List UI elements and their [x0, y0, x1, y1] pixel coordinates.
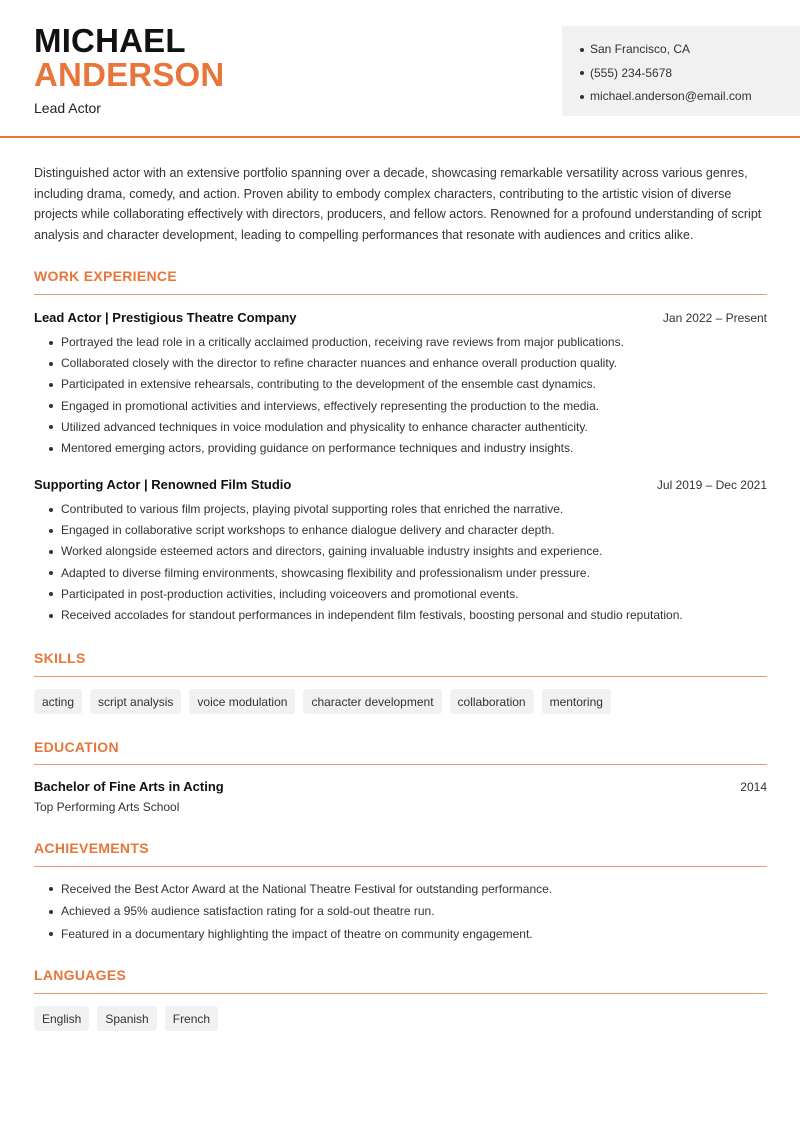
bullet-dot: [49, 592, 53, 596]
list-item: [34, 417, 774, 438]
contact-location-text: San Francisco, CA: [590, 42, 691, 56]
bullet-text: Participated in post-production activities, including voiceovers and promotional events.: [61, 586, 519, 601]
job-dates-2: Jul 2019 – Dec 2021: [656, 478, 767, 492]
bullet-dot: [49, 508, 53, 512]
bullet-dot: [580, 71, 584, 75]
list-item: [34, 374, 774, 395]
list-item: [34, 878, 774, 900]
education-year: 2014: [740, 780, 767, 794]
bullet-dot: [49, 529, 53, 533]
section-title-achievements: ACHIEVEMENTS: [34, 840, 149, 856]
bullet-text: Contributed to various film projects, playing pivotal supporting roles that enriched the narrative.: [61, 502, 564, 516]
bullet-dot: [49, 932, 53, 936]
bullet-dot: [49, 383, 53, 387]
section-divider: [34, 294, 767, 295]
job-dates-1: Jan 2022 – Present: [662, 311, 767, 325]
section-title-skills: SKILLS: [34, 650, 86, 666]
last-name: ANDERSON: [34, 56, 225, 93]
list-item: [34, 332, 774, 353]
job-title: Lead Actor: [34, 100, 101, 116]
education-school: Top Performing Arts School: [34, 800, 180, 814]
contact-email: [580, 85, 800, 109]
bullet-text: Engaged in collaborative script workshops to enhance dialogue delivery and character depth.: [61, 523, 555, 538]
bullet-text: Achieved a 95% audience satisfaction rating for a sold-out theatre run.: [61, 904, 435, 919]
section-title-work: WORK EXPERIENCE: [34, 268, 177, 284]
bullet-dot: [580, 95, 584, 99]
list-item: [34, 353, 774, 374]
bullet-dot: [49, 550, 53, 554]
language-tag: French: [165, 1006, 218, 1031]
education-degree: Bachelor of Fine Arts in Acting: [34, 779, 224, 794]
contact-location: [580, 38, 800, 62]
bullet-text: Collaborated closely with the director to refine character nuances and enhance overall production quality.: [61, 356, 618, 371]
list-item: [34, 541, 774, 562]
first-name: MICHAEL: [34, 22, 186, 59]
bullet-text: Mentored emerging actors, providing guidance on performance techniques and industry insights.: [61, 441, 574, 456]
bullet-text: Participated in extensive rehearsals, contributing to the development of the ensemble cast dynamics.: [61, 377, 596, 392]
bullet-dot: [49, 447, 53, 451]
list-item: [34, 396, 774, 417]
education-header: [34, 779, 767, 794]
job-bullets-1: [34, 332, 774, 459]
bullet-dot: [49, 404, 53, 408]
skill-tag: acting: [34, 689, 82, 714]
bullet-dot: [49, 910, 53, 914]
list-item: [34, 900, 774, 922]
bullet-text: Received accolades for standout performances in independent film festivals, boosting personal and studio reputation.: [61, 608, 683, 623]
section-divider: [34, 866, 767, 867]
contact-phone: [580, 62, 800, 86]
list-item: [34, 584, 774, 605]
bullet-dot: [49, 887, 53, 891]
contact-box: [562, 26, 800, 116]
job-header-2: [34, 477, 767, 492]
job-header-1: [34, 310, 767, 325]
bullet-dot: [49, 571, 53, 575]
bullet-text: Portrayed the lead role in a critically acclaimed production, receiving rave reviews from major publications.: [61, 335, 624, 349]
skill-tag: collaboration: [450, 689, 534, 714]
achievements-list: [34, 878, 774, 945]
job-bullets-2: [34, 499, 774, 626]
job-role-1: Lead Actor | Prestigious Theatre Company: [34, 310, 297, 325]
job-role-2: Supporting Actor | Renowned Film Studio: [34, 477, 292, 492]
section-title-languages: LANGUAGES: [34, 967, 127, 983]
bullet-dot: [49, 341, 53, 345]
bullet-dot: [580, 48, 584, 52]
list-item: [34, 923, 774, 945]
bullet-text: Utilized advanced techniques in voice modulation and physicality to enhance character authenticity.: [61, 419, 588, 434]
section-divider: [34, 676, 767, 677]
contact-email-text: michael.anderson@email.com: [590, 89, 752, 103]
bullet-text: Engaged in promotional activities and interviews, effectively representing the production to the media.: [61, 398, 600, 413]
contact-phone-text: (555) 234-5678: [590, 65, 673, 80]
languages-tags: [34, 1006, 218, 1031]
section-divider: [34, 993, 767, 994]
skills-tags: [34, 689, 611, 714]
list-item: [34, 605, 774, 626]
summary-paragraph: Distinguished actor with an extensive portfolio spanning over a decade, showcasing remarkable versatility across various genres, including drama, comedy, and action. Proven ability to embody complex characters, contributing to the artistic vision of diverse projects while collaborating effectively with directors, producers, and fellow actors. Renowned for a profound understanding of script analysis and character development, leading to compelling performances that resonate with audiences and critics alike.: [34, 166, 762, 242]
list-item: [34, 438, 774, 459]
bullet-dot: [49, 425, 53, 429]
bullet-text: Adapted to diverse filming environments, showcasing flexibility and professionalism under pressure.: [61, 565, 590, 580]
language-tag: Spanish: [97, 1006, 156, 1031]
bullet-dot: [49, 362, 53, 366]
resume-header: [0, 0, 800, 138]
section-title-education: EDUCATION: [34, 739, 119, 755]
skill-tag: mentoring: [542, 689, 611, 714]
bullet-text: Featured in a documentary highlighting the impact of theatre on community engagement.: [61, 926, 533, 941]
bullet-text: Worked alongside esteemed actors and directors, gaining invaluable industry insights and experience.: [61, 544, 603, 559]
list-item: [34, 499, 774, 520]
skill-tag: script analysis: [90, 689, 181, 714]
list-item: [34, 520, 774, 541]
skill-tag: character development: [303, 689, 441, 714]
bullet-dot: [49, 614, 53, 618]
language-tag: English: [34, 1006, 89, 1031]
section-divider: [34, 764, 767, 765]
skill-tag: voice modulation: [189, 689, 295, 714]
bullet-text: Received the Best Actor Award at the National Theatre Festival for outstanding performance.: [61, 882, 553, 896]
list-item: [34, 563, 774, 584]
